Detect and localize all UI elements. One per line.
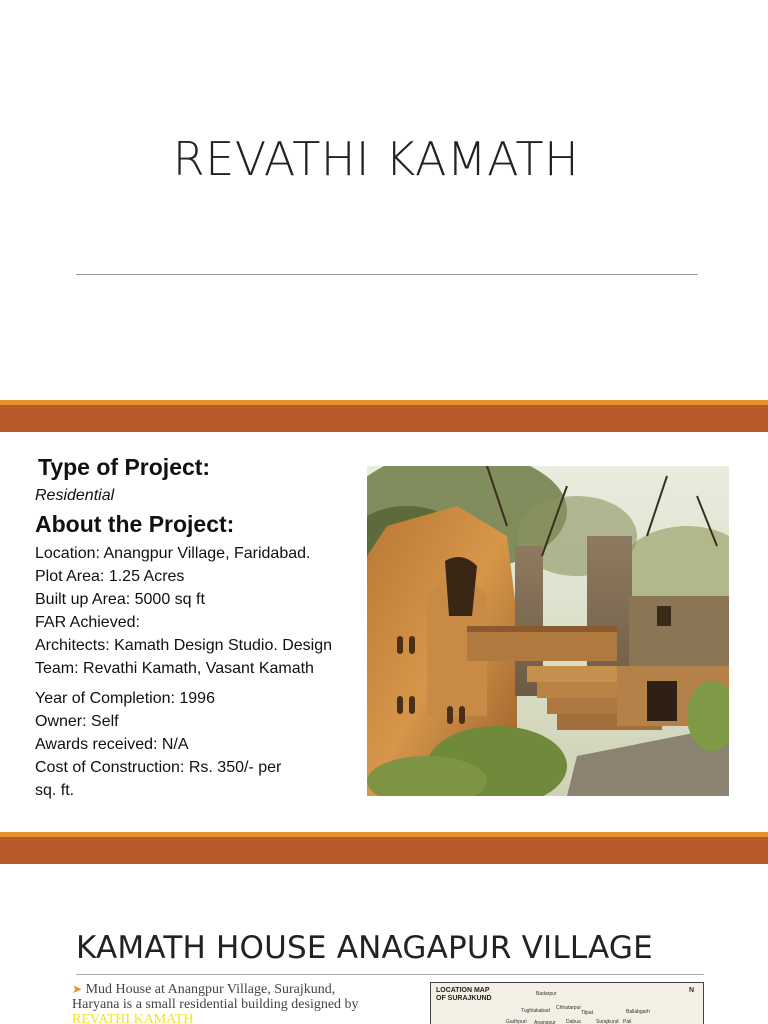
bullet-paragraph [72,982,372,1024]
map-title-line: OF SURAJKUND [436,995,492,1002]
project-detail-line: Plot Area: 1.25 Acres [35,568,185,585]
map-place-label: Tughlakabad [521,1008,550,1014]
project-info-slide [0,432,768,832]
bullet-text: Mud House at Anangpur Village, Surajkund, Haryana is a small residential building designed by [72,982,359,1012]
mud-house-photo [367,466,729,796]
map-place-label: Anangpur [534,1020,556,1024]
architect-name-highlight: REVATHI KAMATH [72,1012,194,1024]
project-detail-line: Location: Anangpur Village, Faridabad. [35,545,311,562]
project-detail-line: Team: Revathi Kamath, Vasant Kamath [35,660,314,677]
project-detail-line: Built up Area: 5000 sq ft [35,591,205,608]
map-place-label: Ballabgarh [626,1009,650,1015]
map-place-label: Pali [623,1019,632,1024]
project-detail-line: sq. ft. [35,782,75,799]
project-detail-line: Architects: Kamath Design Studio. Design [35,637,333,654]
project-detail-line: Awards received: N/A [35,736,189,753]
map-place-label: Dabua [566,1019,581,1024]
title-divider [76,274,698,275]
project-detail-line: Owner: Self [35,713,119,730]
map-place-label: Gadhpuri [506,1019,527,1024]
arrow-bullet-icon: ➤ [72,982,83,996]
map-place-label: Tilpat [581,1010,594,1016]
location-map [430,982,704,1024]
title-slide [0,0,768,400]
map-place-label: Badarpur [536,991,557,997]
north-arrow-label: N [689,987,695,994]
project-detail-line: Year of Completion: 1996 [35,690,215,707]
slide-separator [0,837,768,864]
title-divider [76,974,704,975]
project-detail-line: Cost of Construction: Rs. 350/- per [35,759,282,776]
map-place-label: Surajkund [596,1019,619,1024]
project-detail-line: FAR Achieved: [35,614,140,631]
slide-title: KAMATH HOUSE ANAGAPUR VILLAGE [76,930,653,966]
map-title [436,987,492,1003]
map-place-label: Chhatarpur [556,1005,582,1011]
about-project-heading: About the Project: [35,511,235,537]
presentation-title: REVATHI KAMATH [172,132,580,186]
kamath-house-slide [0,864,768,1024]
type-of-project-heading: Type of Project: [38,454,211,480]
map-title-line: LOCATION MAP [436,987,490,994]
slide-separator [0,405,768,432]
type-of-project-value: Residential [35,487,115,504]
